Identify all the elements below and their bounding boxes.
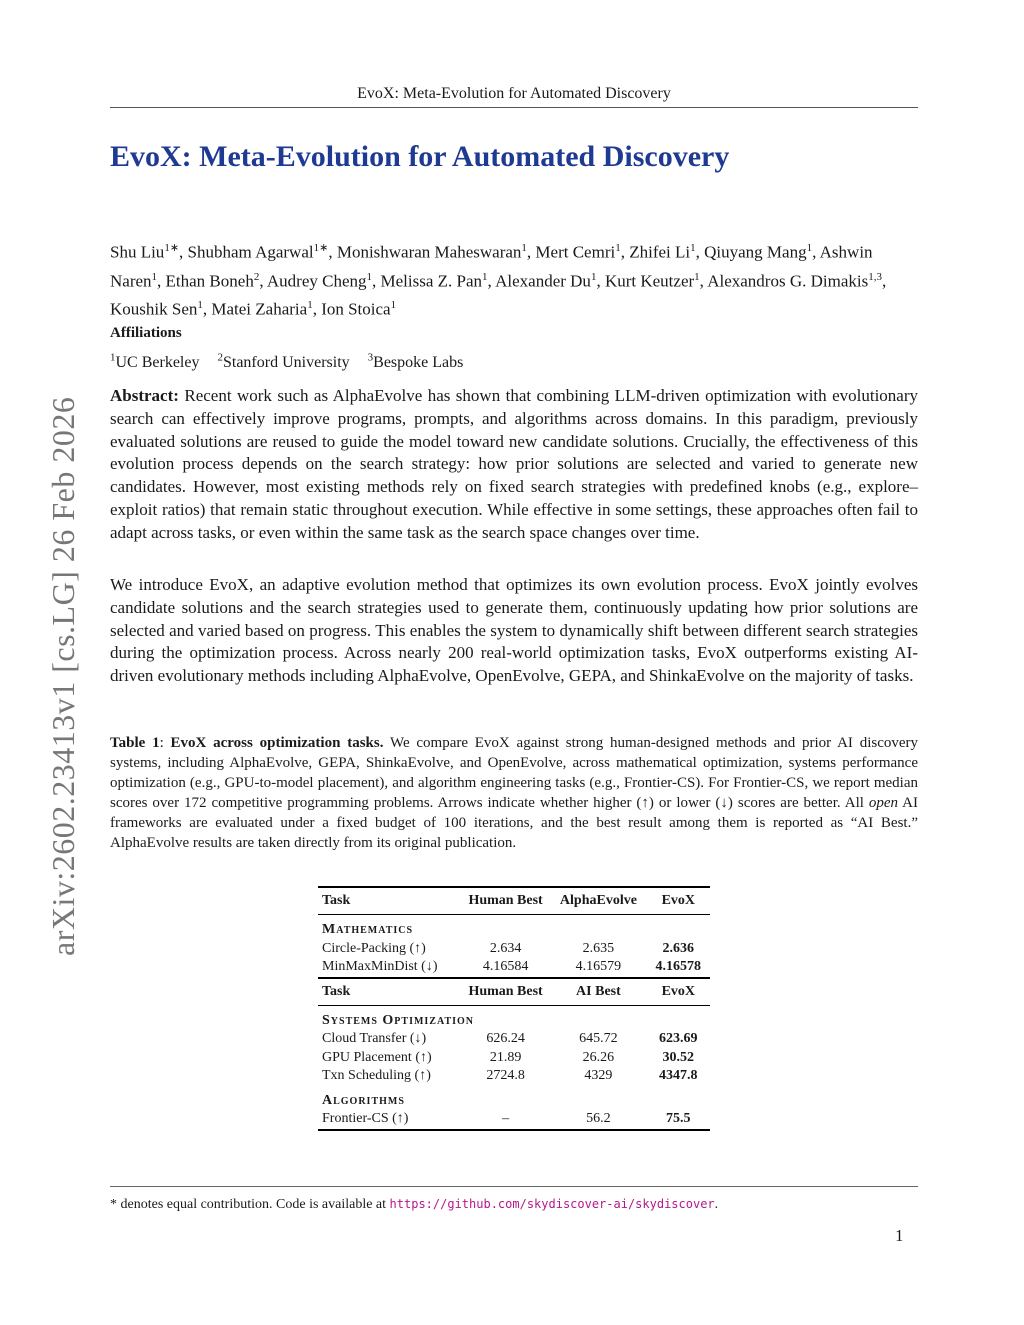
section-label: Mathematics <box>322 922 414 938</box>
affiliations-list <box>110 352 481 372</box>
author-name: Ethan Boneh <box>165 271 254 291</box>
table-cell: 626.24 <box>486 1031 525 1047</box>
footnote-end: . <box>714 1197 719 1212</box>
author-affiliation-marker: 1 <box>307 299 313 312</box>
author-affiliation-marker: 1 <box>151 270 158 283</box>
section-label: Systems Optimization <box>322 1012 475 1028</box>
table-cell: 645.72 <box>579 1031 618 1047</box>
table-header-row <box>318 978 710 1006</box>
table-cell: AlphaEvolve <box>550 887 646 915</box>
table-cell: 2.635 <box>582 940 615 956</box>
table-row <box>318 1030 710 1049</box>
affiliation-marker: 2 <box>217 352 223 364</box>
table-cell: 21.89 <box>489 1049 522 1065</box>
table-cell: – <box>461 1110 550 1130</box>
author-affiliation-marker: 1∗ <box>164 242 180 254</box>
author-name: Alexandros G. Dimakis <box>707 271 869 291</box>
author-list: Shu Liu$^{1∗}$, Shubham Agarwal$^{1∗}$, Monishwaran Maheswaran$^1$, Mert Cemri$^1$, Zhifei Li$^1$, Qiuyang Mang$^1$, Ashwin Naren$^1$, Ethan Boneh$^2$, Audrey Cheng$^1$, Melissa Z. Pan$^1$, Alexander Du$^1$, Kurt Keutzer$^1$, Alexandros G. Dimakis$^{1,3}$, Koushik Sen$^1$, Matei Zaharia$^1$, Ion Stoica$^1$ <box>110 242 887 319</box>
table-row <box>318 940 710 959</box>
author-affiliation-marker: 1 <box>690 242 696 254</box>
table-cell: MinMaxMinDist (↓) <box>322 959 438 975</box>
author-affiliation-marker: 1 <box>366 270 373 283</box>
page-number: 1 <box>895 1226 904 1245</box>
footnote-rule <box>110 1186 918 1187</box>
author-affiliation-marker: 1 <box>615 242 621 254</box>
author-affiliation-marker: 2 <box>253 270 260 283</box>
author-name: Ashwin Naren <box>110 242 873 291</box>
author-affiliation-marker: 1,3 <box>868 270 882 283</box>
author-name: Monishwaran Maheswaran <box>336 242 522 262</box>
table-cell: AI Best <box>550 978 646 1006</box>
table-row <box>318 1067 710 1086</box>
author-name: Audrey Cheng <box>266 271 367 291</box>
caption-text-2: AI frameworks are evaluated under a fixed budget of 100 iterations, and the best result among them is reported as “AI Best.” AlphaEvolve results are taken directly from its original publication. <box>110 795 918 851</box>
footnote-text: * denotes equal contribution. Code is available at <box>110 1197 387 1212</box>
affiliation-item <box>110 354 199 371</box>
author-name: Mert Cemri <box>535 242 616 262</box>
author-name: Melissa Z. Pan <box>380 271 483 291</box>
table-cell: Task <box>318 887 461 915</box>
code-link[interactable]: https://github.com/skydiscover-ai/skydiscover <box>389 1197 715 1211</box>
affiliation-item <box>217 354 349 371</box>
author-affiliation-marker: 1 <box>521 242 527 254</box>
table-cell: 2.634 <box>489 940 522 956</box>
table-cell: 4.16584 <box>482 959 529 975</box>
table-cell: 4329 <box>584 1068 613 1084</box>
table-cell: 56.2 <box>550 1110 646 1130</box>
author-name: Shubham Agarwal <box>187 242 314 262</box>
paper-title: EvoX: Meta-Evolution for Automated Discovery <box>110 140 730 173</box>
table-cell: Cloud Transfer (↓) <box>322 1031 427 1047</box>
abstract-paragraph <box>110 385 918 545</box>
caption-bold: EvoX across optimization tasks. <box>170 735 384 751</box>
table-cell: EvoX <box>647 887 710 915</box>
author-name: Koushik Sen <box>110 299 198 319</box>
table-cell: 623.69 <box>659 1031 698 1047</box>
table-cell: GPU Placement (↑) <box>322 1049 432 1065</box>
author-name: Kurt Keutzer <box>604 271 695 291</box>
table-row <box>318 1110 710 1130</box>
author-affiliation-marker: 1 <box>806 242 813 254</box>
section-algorithms <box>318 1086 710 1111</box>
author-name: Zhifei Li <box>629 242 691 262</box>
table-cell: 2.636 <box>662 940 695 956</box>
caption-text-1: We compare EvoX against strong human-designed methods and prior AI discovery systems, including AlphaEvolve, GEPA, ShinkaEvolve, and OpenEvolve, across mathematical optimization, systems performance optimization (e.g., GPU-to-model placement), and algorithm engineering tasks (e.g., Frontier-CS). For Frontier-CS, we report median scores over 172 competitive programming problems. Arrows indicate whether higher (↑) or lower (↓) scores are better. All <box>110 735 919 811</box>
section-label: Algorithms <box>322 1092 405 1108</box>
affiliation-name: UC Berkeley <box>115 354 200 372</box>
table-cell: Human Best <box>461 887 550 915</box>
footnote <box>110 1197 718 1213</box>
arxiv-stamp-text: arXiv:2602.23413v1 [cs.LG] 26 Feb 2026 <box>45 396 81 956</box>
table-cell: Task <box>318 978 461 1006</box>
table-cell: 4347.8 <box>659 1068 698 1084</box>
caption-italic: open <box>868 795 899 811</box>
section-systems <box>318 1005 710 1030</box>
author-name: Qiuyang Mang <box>704 242 807 262</box>
author-affiliation-marker: 1 <box>694 270 700 283</box>
table-cell: 4.16578 <box>655 959 702 975</box>
author-name: Matei Zaharia <box>211 299 308 319</box>
caption-label: Table 1 <box>110 735 160 751</box>
table-cell: 30.52 <box>662 1049 695 1065</box>
abstract-paragraph-2: We introduce EvoX, an adaptive evolution method that optimizes its own evolution process. EvoX jointly evolves candidate solutions and the search strategies used to generate them, continuously updating how prior solutions are selected and varied based on progress. This enables the system to dynamically shift between different search strategies during the optimization process. Across nearly 200 real-world optimization tasks, EvoX outperforms existing AI-driven evolutionary methods including AlphaEvolve, OpenEvolve, GEPA, and ShinkaEvolve on the majority of tasks. <box>110 575 918 686</box>
table-cell: 75.5 <box>647 1110 710 1130</box>
author-affiliation-marker: 1 <box>590 270 597 283</box>
table-header-row <box>318 887 710 915</box>
affiliation-item <box>368 354 464 371</box>
table-cell: Circle-Packing (↑) <box>322 940 426 956</box>
running-head: EvoX: Meta-Evolution for Automated Discovery <box>110 85 918 108</box>
table-row <box>318 1049 710 1068</box>
table-cell: 2724.8 <box>486 1068 525 1084</box>
results-table <box>318 886 710 1131</box>
table-cell: 26.26 <box>582 1049 615 1065</box>
table-cell: 4.16579 <box>575 959 622 975</box>
affiliation-name: Stanford University <box>222 354 350 372</box>
table-cell: Frontier-CS (↑) <box>318 1110 461 1130</box>
abstract-text: Recent work such as AlphaEvolve has shown that combining LLM-driven optimization with evolutionary search can effectively improve programs, prompts, and algorithms across domains. In this paradigm, previously evaluated solutions are reused to guide the model toward new candidate solutions. Crucially, the effectiveness of this evolution process depends on the search strategy: how prior solutions are selected and varied to generate new candidates. However, most existing methods rely on fixed search strategies with predefined knobs (e.g., explore–exploit ratios) that remain static throughout execution. While effective in some settings, these approaches often fail to adapt across tasks, or even within the same task as the search space changes over time. <box>110 386 919 542</box>
author-name: Alexander Du <box>495 271 591 291</box>
affiliation-marker: 3 <box>367 352 374 364</box>
table-cell: EvoX <box>647 978 710 1006</box>
section-mathematics <box>318 915 710 940</box>
affiliation-marker: 1 <box>110 352 116 364</box>
author-name: Shu Liu <box>110 242 165 262</box>
abstract-label: Abstract: <box>110 386 179 405</box>
table-cell: Human Best <box>461 978 550 1006</box>
table-row <box>318 958 710 978</box>
table-caption: Table 1: EvoX across optimization tasks. We compare EvoX against strong human-designed methods and prior AI discovery systems, including AlphaEvolve, GEPA, ShinkaEvolve, and OpenEvolve, across mathematical optimization, systems performance optimization (e.g., GPU-to-model placement), and algorithm engineering tasks (e.g., Frontier-CS). For Frontier-CS, we report median scores over 172 competitive programming problems. Arrows indicate whether higher (↑) or lower (↓) scores are better. All open AI frameworks are evaluated under a fixed budget of 100 iterations, and the best result among them is reported as “AI Best.” AlphaEvolve results are taken directly from its original publication. <box>110 735 919 851</box>
table-cell: Txn Scheduling (↑) <box>322 1068 431 1084</box>
author-name: Ion Stoica <box>321 299 391 319</box>
author-affiliation-marker: 1 <box>390 299 397 312</box>
affiliations-heading: Affiliations <box>110 325 182 341</box>
author-affiliation-marker: 1 <box>482 270 488 283</box>
author-affiliation-marker: 1∗ <box>313 242 329 254</box>
author-affiliation-marker: 1 <box>197 299 203 312</box>
affiliation-name: Bespoke Labs <box>373 354 464 372</box>
